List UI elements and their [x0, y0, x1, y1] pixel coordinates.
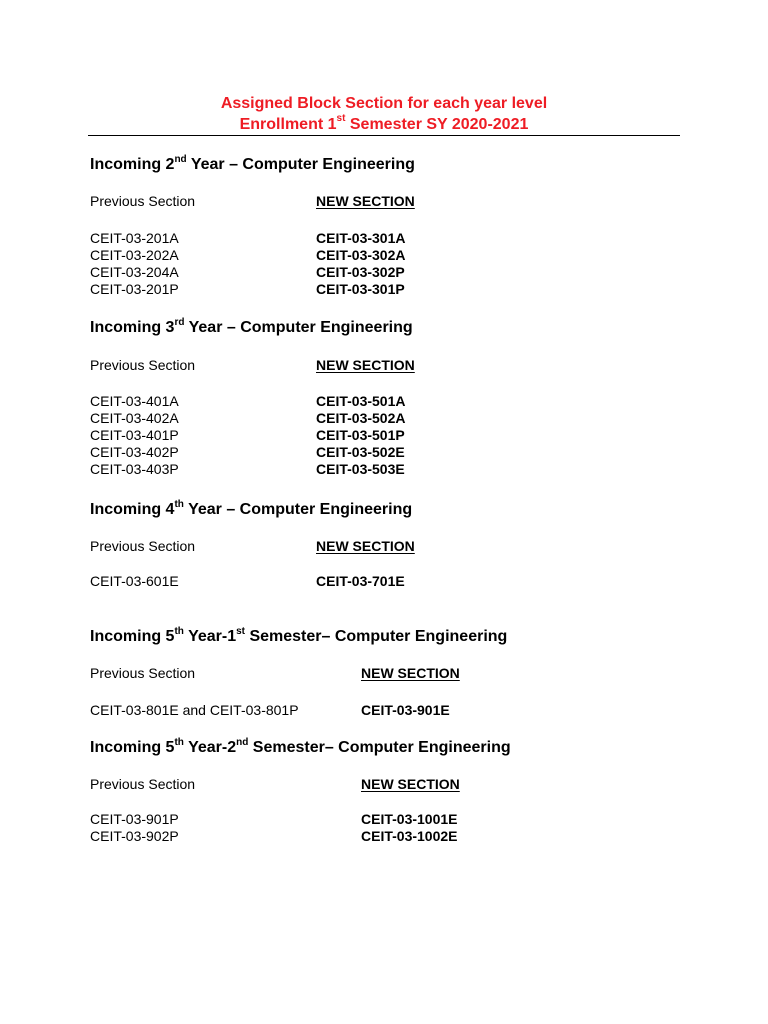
- previous-section-value: CEIT-03-402P: [90, 444, 179, 460]
- previous-section-value: CEIT-03-201A: [90, 230, 179, 246]
- new-section-label: NEW SECTION: [361, 665, 460, 681]
- previous-section-list: [90, 811, 179, 845]
- previous-section-value: CEIT-03-801E and CEIT-03-801P: [90, 702, 299, 718]
- heading-superscript: st: [236, 625, 246, 637]
- new-section-list: [316, 393, 405, 478]
- new-section-value: CEIT-03-501A: [316, 393, 406, 409]
- new-section-value: CEIT-03-502E: [316, 444, 405, 460]
- heading-text-rest: Semester– Computer Engineering: [245, 628, 508, 645]
- heading-text-rest: Year – Computer Engineering: [183, 501, 413, 518]
- subtitle-text-rest: Semester SY 2020-2021: [345, 116, 529, 133]
- heading-superscript: th: [174, 498, 184, 510]
- new-section-label: NEW SECTION: [316, 193, 415, 209]
- previous-section-value: CEIT-03-204A: [90, 264, 179, 280]
- previous-section-value: CEIT-03-202A: [90, 247, 179, 263]
- previous-section-label: Previous Section: [90, 193, 196, 209]
- subtitle-text: Enrollment 1: [239, 116, 337, 133]
- title-line-1: Assigned Block Section for each year level: [220, 95, 548, 112]
- previous-section-label: Previous Section: [90, 357, 196, 373]
- previous-section-label: Previous Section: [90, 665, 196, 681]
- previous-section-list: [90, 230, 179, 298]
- heading-text-rest: Year – Computer Engineering: [186, 156, 415, 173]
- previous-section-value: CEIT-03-901P: [90, 811, 179, 827]
- heading-superscript: th: [174, 625, 184, 637]
- previous-section-value: CEIT-03-403P: [90, 461, 179, 477]
- heading-superscript: rd: [174, 316, 185, 328]
- previous-section-value: CEIT-03-401A: [90, 393, 179, 409]
- previous-section-value: CEIT-03-201P: [90, 281, 179, 297]
- new-section-value: CEIT-03-501P: [316, 427, 405, 443]
- section-heading-2nd-year: [90, 155, 415, 175]
- previous-section-list: [90, 393, 179, 478]
- new-section-list: [361, 702, 450, 719]
- section-heading-4th-year: [90, 500, 412, 520]
- heading-text-mid: Year-2: [183, 739, 237, 756]
- heading-superscript: nd: [174, 153, 187, 165]
- previous-section-value: CEIT-03-601E: [90, 573, 179, 589]
- previous-section-value: CEIT-03-902P: [90, 828, 179, 844]
- new-section-value: CEIT-03-502A: [316, 410, 406, 426]
- subtitle-superscript: st: [336, 112, 346, 124]
- new-section-value: CEIT-03-1002E: [361, 828, 458, 844]
- heading-text-mid: Year-1: [183, 628, 237, 645]
- previous-section-label: Previous Section: [90, 776, 196, 792]
- section-heading-5th-year-1st-sem: [90, 627, 507, 647]
- new-section-list: [361, 811, 458, 845]
- previous-section-value: CEIT-03-401P: [90, 427, 179, 443]
- heading-text: Incoming 5: [90, 628, 175, 645]
- new-section-value: CEIT-03-701E: [316, 573, 405, 589]
- heading-superscript: th: [174, 736, 184, 748]
- section-heading-5th-year-2nd-sem: [90, 738, 511, 758]
- new-section-label: NEW SECTION: [361, 776, 460, 792]
- new-section-value: CEIT-03-1001E: [361, 811, 458, 827]
- previous-section-list: [90, 702, 299, 719]
- new-section-label: NEW SECTION: [316, 538, 415, 554]
- heading-text-rest: Semester– Computer Engineering: [248, 739, 511, 756]
- previous-section-value: CEIT-03-402A: [90, 410, 179, 426]
- heading-superscript: nd: [236, 736, 249, 748]
- new-section-label: NEW SECTION: [316, 357, 415, 373]
- heading-text: Incoming 2: [90, 156, 175, 173]
- new-section-value: CEIT-03-503E: [316, 461, 405, 477]
- new-section-value: CEIT-03-301P: [316, 281, 405, 297]
- heading-text: Incoming 3: [90, 319, 175, 336]
- heading-text: Incoming 5: [90, 739, 175, 756]
- section-heading-3rd-year: [90, 318, 413, 338]
- new-section-list: [316, 230, 405, 298]
- new-section-value: CEIT-03-302P: [316, 264, 405, 280]
- title-divider: [88, 135, 680, 136]
- new-section-value: CEIT-03-901E: [361, 702, 450, 718]
- document-title: [0, 94, 768, 114]
- heading-text-rest: Year – Computer Engineering: [184, 319, 413, 336]
- new-section-list: [316, 573, 405, 590]
- new-section-value: CEIT-03-301A: [316, 230, 406, 246]
- previous-section-list: [90, 573, 179, 590]
- document-subtitle: [0, 112, 768, 135]
- previous-section-label: Previous Section: [90, 538, 196, 554]
- heading-text: Incoming 4: [90, 501, 175, 518]
- new-section-value: CEIT-03-302A: [316, 247, 406, 263]
